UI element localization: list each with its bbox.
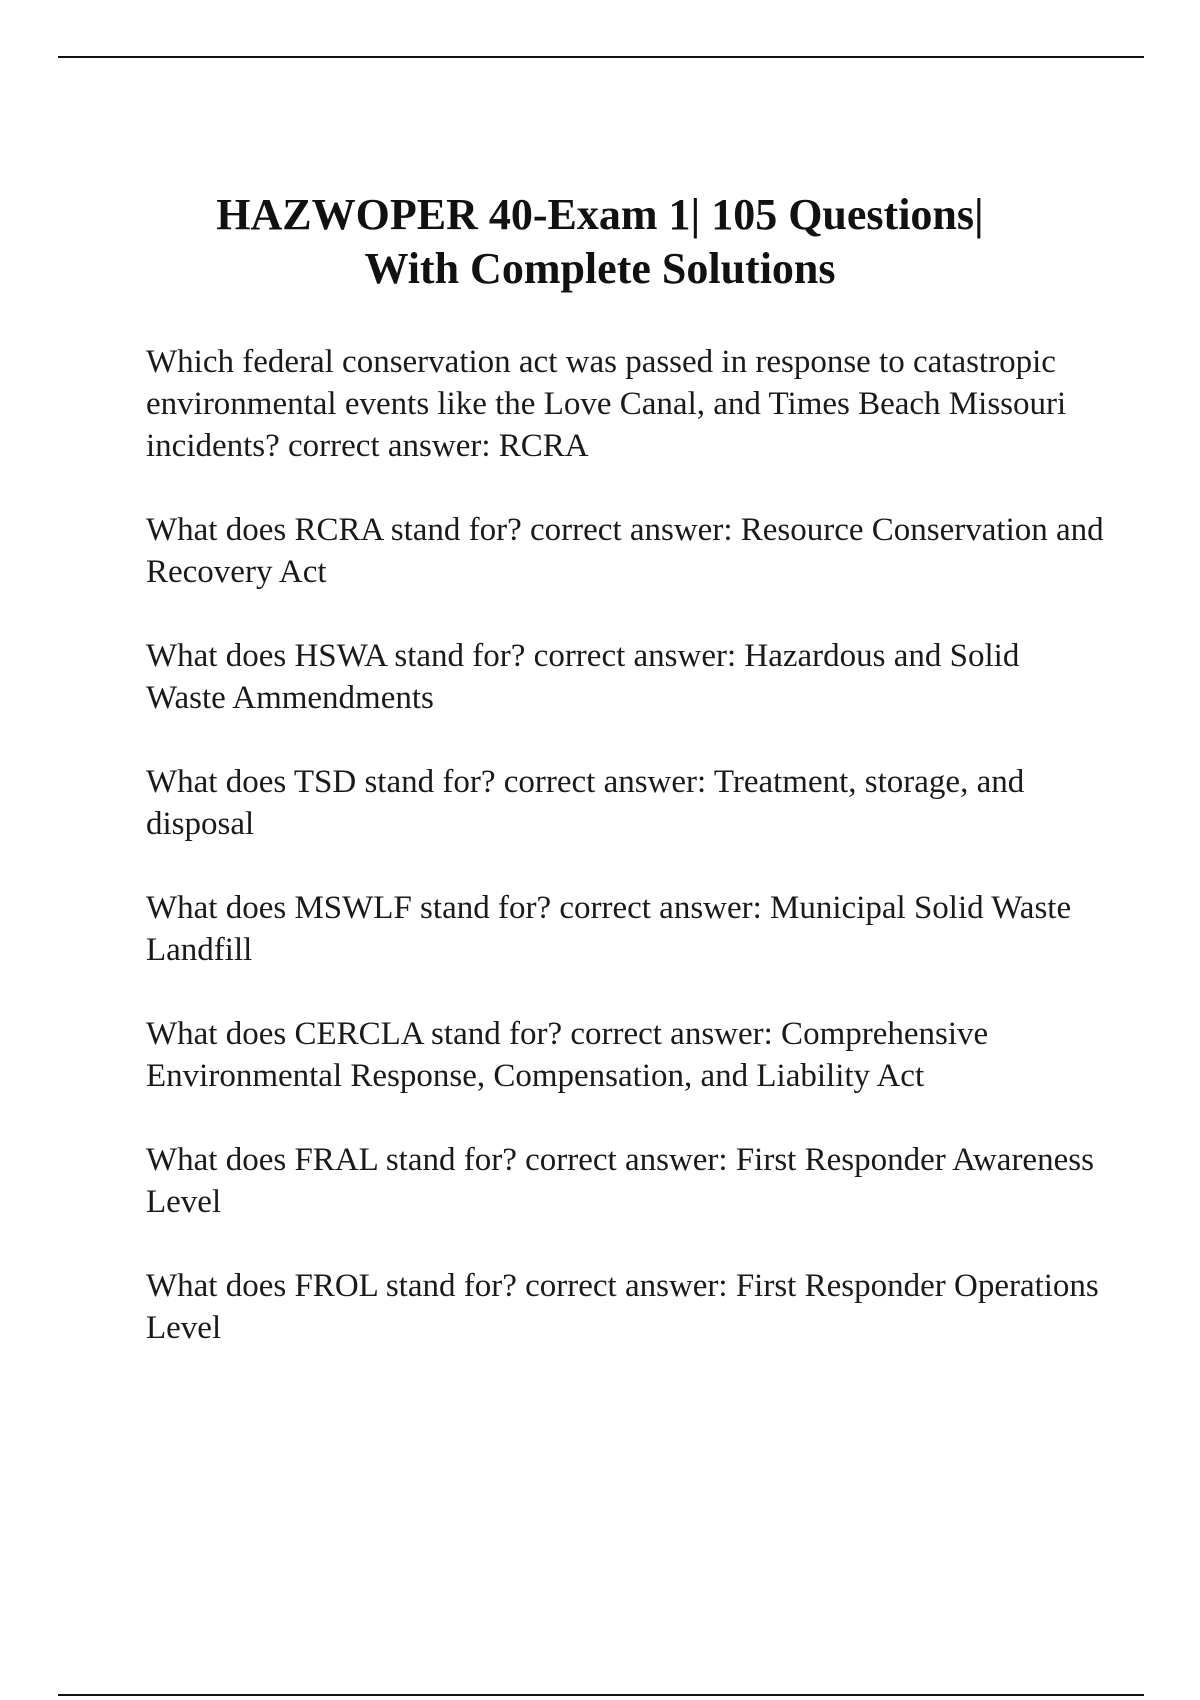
- title-line-2: With Complete Solutions: [364, 244, 836, 293]
- title-line-1: HAZWOPER 40-Exam 1| 105 Questions|: [216, 190, 984, 239]
- qa-item: What does TSD stand for? correct answer: Treatment, storage, and disposal: [146, 764, 1025, 842]
- footer-rule: [58, 1694, 1144, 1696]
- qa-item: What does CERCLA stand for? correct answer: Comprehensive Environmental Response, Compensation, and Liability Act: [146, 1016, 989, 1094]
- qa-item: What does RCRA stand for? correct answer: Resource Conservation and Recovery Act: [146, 512, 1104, 590]
- document-title: [0, 188, 1200, 296]
- question-answer-list: [146, 341, 1106, 1391]
- qa-item: What does FROL stand for? correct answer: First Responder Operations Level: [146, 1268, 1099, 1346]
- header-rule: [58, 56, 1144, 58]
- qa-item: What does HSWA stand for? correct answer: Hazardous and Solid Waste Ammendments: [146, 638, 1020, 716]
- qa-item: Which federal conservation act was passed in response to catastropic environmental events like the Love Canal, and Times Beach Missouri incidents? correct answer: RCRA: [146, 344, 1067, 464]
- qa-item: What does FRAL stand for? correct answer: First Responder Awareness Level: [146, 1142, 1094, 1220]
- qa-item: What does MSWLF stand for? correct answer: Municipal Solid Waste Landfill: [146, 890, 1072, 968]
